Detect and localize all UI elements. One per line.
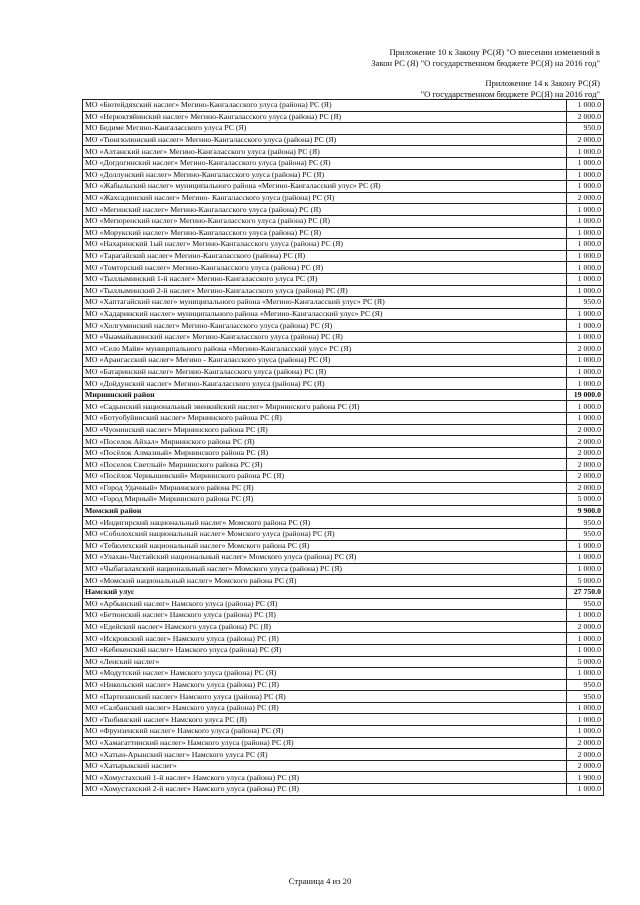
table-row <box>83 169 604 181</box>
section-total: 27 750.0 <box>567 586 604 598</box>
table-row <box>83 413 604 425</box>
table-row <box>83 447 604 459</box>
table-row <box>83 679 604 691</box>
municipality-name: МО «Тюбинский наслег» Намского улуса РС (Я) <box>83 714 567 726</box>
municipality-name: МО «Хатырыкский наслег» <box>83 760 567 772</box>
table-row <box>83 726 604 738</box>
municipality-name: МО «Алтанский наслег» Мегино-Кангаласского улуса (района) РС (Я) <box>83 146 567 158</box>
amount-value: 950.0 <box>567 598 604 610</box>
municipality-name: МО «Хамагаттинский наслег» Намского улуса (района) РС (Я) <box>83 737 567 749</box>
amount-value: 1 000.0 <box>567 563 604 575</box>
table-row <box>83 598 604 610</box>
amount-value: 2 000.0 <box>567 192 604 204</box>
table-row <box>83 424 604 436</box>
table-row <box>83 100 604 112</box>
table-row <box>83 772 604 784</box>
municipality-name: МО «Салбанский наслег» Намского улуса (района) РС (Я) <box>83 702 567 714</box>
table-row <box>83 331 604 343</box>
amount-value: 1 000.0 <box>567 308 604 320</box>
municipality-name: МО «Хомустахский 1-й наслег» Намского улуса (района) РС (Я) <box>83 772 567 784</box>
table-row <box>83 239 604 251</box>
section-name: Мирнинский район <box>83 389 567 401</box>
municipality-name: МО «Хадаринский наслег» муниципального района «Мегино-Кангаласский улус» РС (Я) <box>83 308 567 320</box>
amount-value: 1 000.0 <box>567 726 604 738</box>
municipality-name: МО «Тарагайский наслег» Мегино-Кангаласского (района) РС (Я) <box>83 250 567 262</box>
table-row <box>83 111 604 123</box>
table-row <box>83 192 604 204</box>
municipality-name: МО «Дойдунский наслег» Мегино-Кангаласского улуса (района) РС (Я) <box>83 378 567 390</box>
table-row <box>83 471 604 483</box>
table-row <box>83 134 604 146</box>
table-row <box>83 273 604 285</box>
municipality-name: МО «Тыллыминский 1-й наслег» Мегино-Кангаласского улуса РС (Я) <box>83 273 567 285</box>
table-row <box>83 215 604 227</box>
amount-value: 1 000.0 <box>567 273 604 285</box>
municipality-name: МО «Бютейдяхский наслег» Мегино-Кангаласского улуса (района) РС (Я) <box>83 100 567 112</box>
table-row <box>83 262 604 274</box>
amount-value: 2 000.0 <box>567 459 604 471</box>
municipality-name: МО «Хомустахский 2-й наслег» Намского улуса (района) РС (Я) <box>83 784 567 796</box>
amount-value: 1 000.0 <box>567 227 604 239</box>
amount-value: 950.0 <box>567 679 604 691</box>
municipality-name: МО «Жахсадинский наслег» Мегино- Кангаласского улуса (района) РС (Я) <box>83 192 567 204</box>
amount-value: 2 000.0 <box>567 424 604 436</box>
amount-value: 2 000.0 <box>567 749 604 761</box>
section-row <box>83 505 604 517</box>
municipality-name: МО «Хаптагайский наслег» муниципального района «Мегино-Кангаласский улус» РС (Я) <box>83 297 567 309</box>
municipality-name: МО «Тебюлехский национальный наслег» Момского района РС (Я) <box>83 540 567 552</box>
amount-value: 1 000.0 <box>567 784 604 796</box>
section-name: Намский улус <box>83 586 567 598</box>
municipality-name: МО «Город Мирный» Мирнинского района РС (Я) <box>83 494 567 506</box>
municipality-name: МО «Догдогинский наслег» Мегино-Кангаласского улуса (района) РС (Я) <box>83 157 567 169</box>
municipality-name: МО «Батаринский наслег» Мегино-Кангаласского улуса (района) РС (Я) <box>83 366 567 378</box>
table-row <box>83 250 604 262</box>
header-line-4: "О государственном бюджете РС(Я) на 2016 год" <box>420 89 600 99</box>
amount-value: 5 000.0 <box>567 656 604 668</box>
amount-value: 1 000.0 <box>567 157 604 169</box>
amount-value: 2 000.0 <box>567 134 604 146</box>
amount-value: 2 000.0 <box>567 471 604 483</box>
amount-value: 1 000.0 <box>567 181 604 193</box>
table-row <box>83 227 604 239</box>
table-row <box>83 552 604 564</box>
municipality-name: МО «Чыбагалахский национальный наслег» Момского улуса (района) РС (Я) <box>83 563 567 575</box>
header-line-1: Приложение 10 к Закону РС(Я) "О внесении изменений в <box>389 47 600 57</box>
amount-value: 1 000.0 <box>567 239 604 251</box>
amount-value: 2 000.0 <box>567 482 604 494</box>
table-row <box>83 204 604 216</box>
table-row <box>83 355 604 367</box>
table-row <box>83 668 604 680</box>
amount-value: 1 000.0 <box>567 262 604 274</box>
table-row <box>83 644 604 656</box>
table-row <box>83 459 604 471</box>
section-name: Момский район <box>83 505 567 517</box>
table-row <box>83 540 604 552</box>
municipality-name: МО «Чуонинский наслег» Мирнинского района РС (Я) <box>83 424 567 436</box>
amount-value: 1 000.0 <box>567 331 604 343</box>
amount-value: 1 000.0 <box>567 215 604 227</box>
table-row <box>83 181 604 193</box>
municipality-name: МО «Хатын-Арынский наслег» Намского улуса РС (Я) <box>83 749 567 761</box>
table-row <box>83 528 604 540</box>
amount-value: 2 000.0 <box>567 760 604 772</box>
table-row <box>83 656 604 668</box>
amount-value: 950.0 <box>567 517 604 529</box>
municipality-name: МО «Нерюктяйинский наслег» Мегино-Кангаласского улуса (района) РС (Я) <box>83 111 567 123</box>
table-row <box>83 621 604 633</box>
table-row <box>83 563 604 575</box>
table-row <box>83 482 604 494</box>
table-row <box>83 760 604 772</box>
table-row <box>83 714 604 726</box>
table-row <box>83 702 604 714</box>
municipality-name: МО «Тыллыминский 2-й наслег» Мегино-Кангаласского улуса (района) РС (Я) <box>83 285 567 297</box>
municipality-name: МО «Мегюренский наслег» Мегино-Кангаласского улуса (района) РС (Я) <box>83 215 567 227</box>
header-line-3: Приложение 14 к Закону РС(Я) <box>485 78 600 88</box>
amount-value: 1 000.0 <box>567 644 604 656</box>
municipality-name: МО «Момский национальный наслег» Момского района РС (Я) <box>83 575 567 587</box>
amount-value: 1 900.0 <box>567 772 604 784</box>
municipality-name: МО «Село Майя» муниципального района «Мегино-Кангаласский улус» РС (Я) <box>83 343 567 355</box>
municipality-name: МО «Модутский наслег» Намского улуса (района) РС (Я) <box>83 668 567 680</box>
municipality-name: МО «Морукский наслег» Мегино-Кангаласского улуса (района) РС (Я) <box>83 227 567 239</box>
budget-table <box>82 99 604 796</box>
section-row <box>83 389 604 401</box>
table-row <box>83 737 604 749</box>
municipality-name: МО «Чыамайыкинский наслег» Мегино-Кангаласского улуса (района) РС (Я) <box>83 331 567 343</box>
table-row <box>83 575 604 587</box>
table-row <box>83 378 604 390</box>
municipality-name: МО «Томторский наслег» Мегино-Кангаласского улуса (района) РС (Я) <box>83 262 567 274</box>
section-total: 9 900.0 <box>567 505 604 517</box>
amount-value: 1 000.0 <box>567 552 604 564</box>
amount-value: 1 000.0 <box>567 250 604 262</box>
amount-value: 2 000.0 <box>567 447 604 459</box>
table-row <box>83 517 604 529</box>
table-row <box>83 749 604 761</box>
table-row <box>83 123 604 135</box>
amount-value: 1 000.0 <box>567 320 604 332</box>
municipality-name: МО «Никольский наслег» Намского улуса (района) РС (Я) <box>83 679 567 691</box>
municipality-name: МО «Ботуобуйинский наслег» Мирнинского района РС (Я) <box>83 413 567 425</box>
document-subheader <box>421 78 600 100</box>
amount-value: 1 000.0 <box>567 714 604 726</box>
municipality-name: МО «Ленский наслег» <box>83 656 567 668</box>
municipality-name: МО «Жабыльский наслег» муниципального района «Мегино-Кангаласский улус» РС (Я) <box>83 181 567 193</box>
table-row <box>83 401 604 413</box>
municipality-name: МО «Едейский наслег» Намского улуса (района) РС (Я) <box>83 621 567 633</box>
section-total: 19 000.0 <box>567 389 604 401</box>
amount-value: 1 000.0 <box>567 100 604 112</box>
amount-value: 2 000.0 <box>567 737 604 749</box>
amount-value: 950.0 <box>567 528 604 540</box>
page-number: Страница 4 из 20 <box>288 876 352 886</box>
table-row <box>83 633 604 645</box>
amount-value: 1 000.0 <box>567 610 604 622</box>
municipality-name: МО «Соболохский национальный наслег» Момского улуса (района) РС (Я) <box>83 528 567 540</box>
amount-value: 1 000.0 <box>567 169 604 181</box>
amount-value: 5 000.0 <box>567 575 604 587</box>
amount-value: 2 000.0 <box>567 621 604 633</box>
municipality-name: МО «Поселок Айхал» Мирнинского района РС (Я) <box>83 436 567 448</box>
amount-value: 1 000.0 <box>567 204 604 216</box>
municipality-name: МО Бедиме Мегино-Кангаласского улуса РС (Я) <box>83 123 567 135</box>
table-row <box>83 146 604 158</box>
table-row <box>83 366 604 378</box>
table-row <box>83 297 604 309</box>
municipality-name: МО «Кебекенский наслег» Намского улуса (района) РС (Я) <box>83 644 567 656</box>
municipality-name: МО «Город Удачный» Мирнинского района РС (Я) <box>83 482 567 494</box>
table-row <box>83 691 604 703</box>
amount-value: 1 000.0 <box>567 355 604 367</box>
table-row <box>83 285 604 297</box>
municipality-name: МО «Улахан-Чистайский национальный наслег» Момского улуса (района) РС (Я) <box>83 552 567 564</box>
amount-value: 950.0 <box>567 691 604 703</box>
section-row <box>83 586 604 598</box>
amount-value: 1 000.0 <box>567 285 604 297</box>
header-line-2: Закон РС (Я) "О государственном бюджете РС(Я) на 2016 год" <box>371 58 600 68</box>
municipality-name: МО «Тюнгюлюнский наслег» Мегино-Кангаласского улуса (района) РС (Я) <box>83 134 567 146</box>
amount-value: 2 000.0 <box>567 343 604 355</box>
amount-value: 2 000.0 <box>567 111 604 123</box>
municipality-name: МО «Посёлок Алмазный» Мирнинского района РС (Я) <box>83 447 567 459</box>
table-row <box>83 494 604 506</box>
municipality-name: МО «Доллунский наслег» Мегино-Кангаласского улуса (района) РС (Я) <box>83 169 567 181</box>
municipality-name: МО «Садынский национальный эвенкийский наслег» Мирнинского района РС (Я) <box>83 401 567 413</box>
municipality-name: МО «Искровский наслег» Намского улуса (района) РС (Я) <box>83 633 567 645</box>
table-row <box>83 343 604 355</box>
table-row <box>83 308 604 320</box>
amount-value: 1 000.0 <box>567 378 604 390</box>
amount-value: 2 000.0 <box>567 436 604 448</box>
amount-value: 1 000.0 <box>567 401 604 413</box>
amount-value: 5 000.0 <box>567 494 604 506</box>
amount-value: 1 000.0 <box>567 702 604 714</box>
document-header <box>371 47 600 69</box>
amount-value: 1 000.0 <box>567 633 604 645</box>
municipality-name: МО «Поселок Светлый» Мирнинского района РС (Я) <box>83 459 567 471</box>
municipality-name: МО «Нахаринский 1ый наслег» Мегино-Кангаласского улуса (района) РС (Я) <box>83 239 567 251</box>
amount-value: 950.0 <box>567 297 604 309</box>
table-row <box>83 784 604 796</box>
municipality-name: МО «Арбынский наслег» Намского улуса (района) РС (Я) <box>83 598 567 610</box>
municipality-name: МО «Фрунзенский наслег» Намского улуса (района) РС (Я) <box>83 726 567 738</box>
municipality-name: МО «Холгуминский наслег» Мегино-Кангаласского улуса (района) РС (Я) <box>83 320 567 332</box>
table-row <box>83 610 604 622</box>
table-row <box>83 157 604 169</box>
amount-value: 1 000.0 <box>567 146 604 158</box>
municipality-name: МО «Мегинский наслег» Мегино-Кангаласского улуса (района) РС (Я) <box>83 204 567 216</box>
amount-value: 1 000.0 <box>567 366 604 378</box>
table-row <box>83 436 604 448</box>
amount-value: 1 000.0 <box>567 540 604 552</box>
municipality-name: МО «Партизанский наслег» Намского улуса (района) РС (Я) <box>83 691 567 703</box>
amount-value: 950.0 <box>567 123 604 135</box>
municipality-name: МО «Индигирский национальный наслег» Момского района РС (Я) <box>83 517 567 529</box>
municipality-name: МО «Посёлок Чернышевский» Мирнинского района РС (Я) <box>83 471 567 483</box>
amount-value: 1 000.0 <box>567 413 604 425</box>
municipality-name: МО «Бетюнский наслег» Намского улуса (района) РС (Я) <box>83 610 567 622</box>
amount-value: 1 000.0 <box>567 668 604 680</box>
municipality-name: МО «Арангасский наслег» Мегино - Кангаласского улуса (района) РС (Я) <box>83 355 567 367</box>
table-row <box>83 320 604 332</box>
